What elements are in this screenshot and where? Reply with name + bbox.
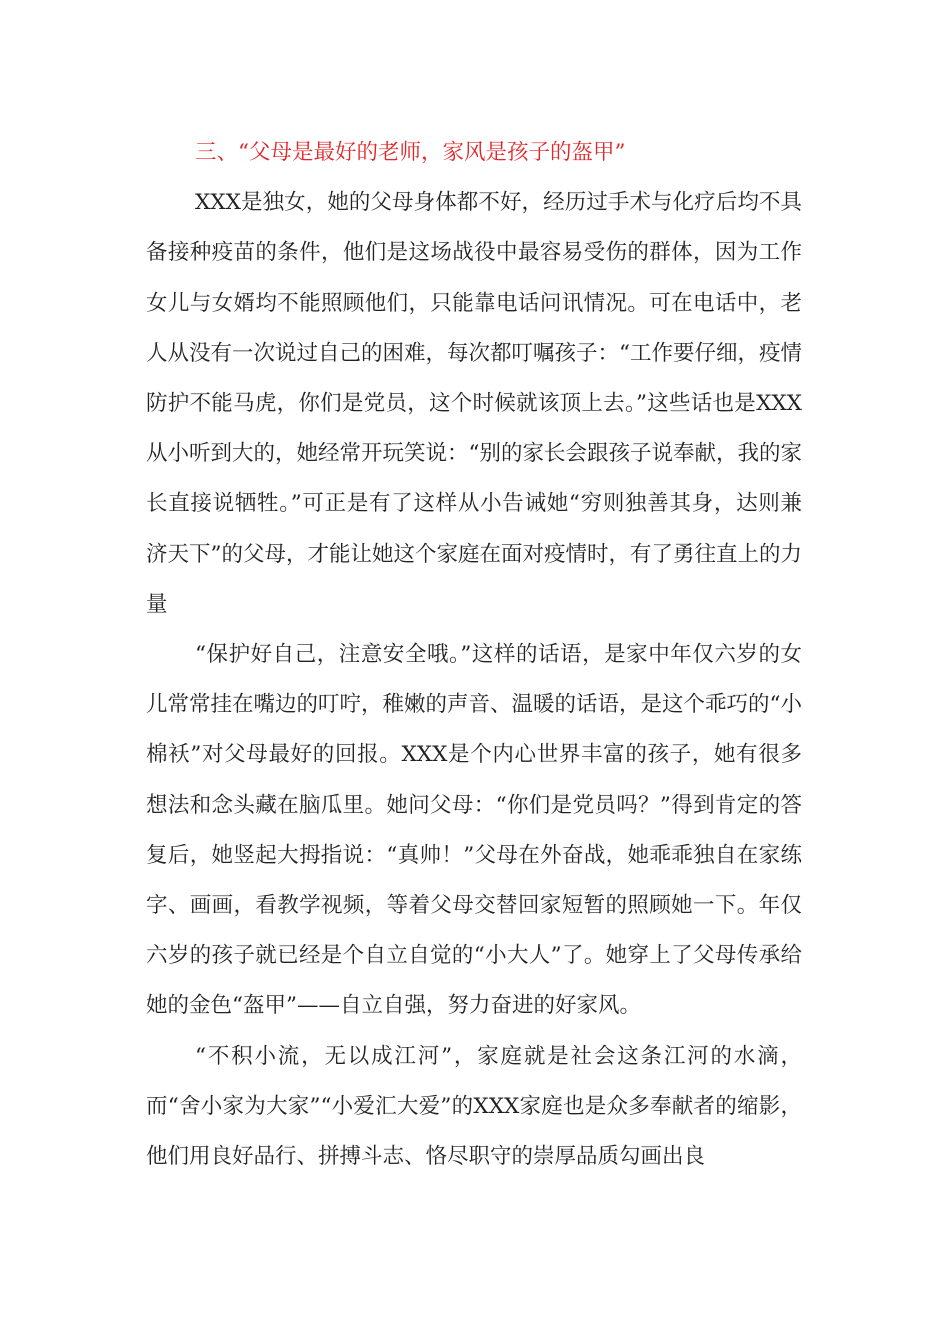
section-heading: 三、“父母是最好的老师，家风是孩子的盔甲”	[195, 140, 626, 165]
paragraph-family: “不积小流，无以成江河”，家庭就是社会这条江河的水滴，而“舍小家为大家”“小爱汇大爱”的XXX家庭也是众多奉献者的缩影，他们用良好品行、拼搏斗志、恪尽职守的崇厚品质勾画出良	[146, 1043, 802, 1170]
paragraph-parents: XXX是独女，她的父母身体都不好，经历过手术与化疗后均不具备接种疫苗的条件，他们是这场战役中最容易受伤的群体，因为工作女儿与女婿均不能照顾他们，只能靠电话问讯情况。可在电话中，老人从没有一次说过自己的困难，每次都叮嘱孩子：“工作要仔细，疫情防护不能马虎，你们是党员，这个时候就该顶上去。”这些话也是XXX从小听到大的，她经常开玩笑说：“别的家长会跟孩子说奉献，我的家长直接说牺牲。”可正是有了这样从小告诫她“穷则独善其身，达则兼济天下”的父母，才能让她这个家庭在面对疫情时，有了勇往直上的力量	[146, 190, 802, 617]
document-body	[146, 128, 802, 1182]
paragraph-daughter: “保护好自己，注意安全哦。”这样的话语，是家中年仅六岁的女儿常常挂在嘴边的叮咛，稚嫩的声音、温暖的话语，是这个乖巧的“小棉袄”对父母最好的回报。XXX是个内心世界丰富的孩子，她有很多想法和念头藏在脑瓜里。她问父母：“你们是党员吗？”得到肯定的答复后，她竖起大拇指说：“真帅！”父母在外奋战，她乖乖独自在家练字、画画，看教学视频，等着父母交替回家短暂的照顾她一下。年仅六岁的孩子就已经是个自立自觉的“小大人”了。她穿上了父母传承给她的金色“盔甲”——自立自强，努力奋进的好家风。	[146, 642, 802, 1019]
